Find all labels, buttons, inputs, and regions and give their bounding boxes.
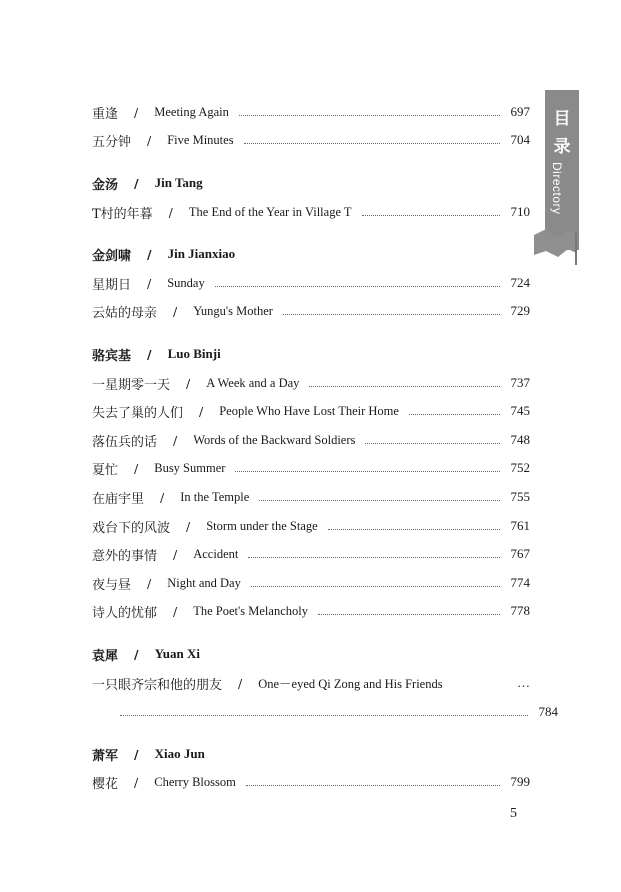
- separator: /: [186, 375, 191, 391]
- page-ref: 761: [510, 518, 530, 533]
- page-ref: 710: [510, 204, 530, 219]
- page-ref: 745: [510, 403, 530, 418]
- page-ref: 697: [510, 104, 530, 119]
- title-cn: 落伍兵的话: [92, 434, 158, 450]
- toc-entry: [92, 429, 530, 451]
- author-heading: [92, 643, 530, 665]
- directory-label: Directory: [550, 162, 564, 215]
- page-number: 5: [510, 806, 517, 821]
- separator: /: [238, 675, 243, 691]
- title-en: Busy Summer: [154, 460, 226, 475]
- title-cn: 五分钟: [92, 134, 132, 150]
- title-en: Words of the Backward Soldiers: [193, 432, 356, 447]
- title-en: Jin Tang: [154, 175, 203, 190]
- toc-entry: [92, 572, 530, 594]
- page-ref: 729: [510, 303, 530, 318]
- dot-leader: [365, 442, 500, 444]
- separator: /: [134, 175, 139, 191]
- toc-entry: [92, 400, 530, 422]
- dot-leader: [251, 585, 500, 587]
- separator: /: [173, 303, 178, 319]
- separator: /: [160, 489, 165, 505]
- dot-leader: [309, 385, 500, 387]
- title-en: A Week and a Day: [206, 375, 300, 390]
- toc-entry: [92, 272, 530, 294]
- title-en: In the Temple: [180, 489, 250, 504]
- toc-entry: [92, 129, 530, 151]
- separator: /: [173, 546, 178, 562]
- page-ref: 752: [510, 460, 530, 475]
- toc-entry: [92, 771, 530, 793]
- title-en: One－eyed Qi Zong and His Friends: [258, 677, 443, 691]
- title-en: Night and Day: [167, 575, 241, 590]
- author-heading: [92, 343, 530, 365]
- title-en: The Poet's Melancholy: [193, 603, 308, 618]
- title-en: Luo Binji: [167, 346, 221, 361]
- flag-icon: [532, 225, 582, 267]
- title-en: Yungu's Mother: [193, 303, 273, 318]
- title-cn: 一星期零一天: [92, 377, 171, 393]
- separator: /: [134, 104, 139, 120]
- author-heading: [92, 243, 530, 265]
- title-cn: 金汤: [92, 177, 119, 193]
- dot-leader: [235, 470, 500, 472]
- title-cn: T村的年暮: [92, 206, 153, 222]
- separator: /: [134, 646, 139, 662]
- title-cn: 重逢: [92, 106, 119, 122]
- title-cn: 在庙宇里: [92, 491, 145, 507]
- page-ref: 755: [510, 489, 530, 504]
- author-heading: [92, 743, 530, 765]
- dot-leader: [239, 114, 500, 116]
- dot-leader: [248, 556, 500, 558]
- page-ref: 737: [510, 375, 530, 390]
- toc-entry: [92, 543, 530, 565]
- toc-entry: [92, 600, 530, 622]
- separator: /: [134, 460, 139, 476]
- title-cn: 星期日: [92, 277, 132, 293]
- title-en: Meeting Again: [154, 104, 229, 119]
- title-cn: 夜与昼: [92, 577, 132, 593]
- page-ref: 799: [510, 774, 530, 789]
- dot-leader: [283, 313, 500, 315]
- toc-entry: [92, 672, 530, 694]
- title-en: Storm under the Stage: [206, 518, 318, 533]
- toc-entry: [92, 372, 530, 394]
- dot-leader: [318, 613, 500, 615]
- title-en: Five Minutes: [167, 132, 234, 147]
- title-cn: 袁犀: [92, 648, 119, 664]
- separator: /: [168, 204, 173, 220]
- title-cn: 一只眼齐宗和他的朋友: [92, 677, 223, 693]
- dot-leader: [259, 499, 500, 501]
- toc-entry: [92, 201, 530, 223]
- separator: /: [147, 346, 152, 362]
- title-cn: 戏台下的风波: [92, 520, 171, 536]
- title-en: The End of the Year in Village T: [188, 204, 352, 219]
- toc-continuation: [92, 701, 558, 723]
- title-cn: 云姑的母亲: [92, 305, 158, 321]
- toc-entry: [92, 515, 530, 537]
- toc-entry: [92, 486, 530, 508]
- trailing-ellipsis: …: [517, 675, 530, 690]
- author-heading: [92, 172, 530, 194]
- page-ref: 724: [510, 275, 530, 290]
- title-cn: 骆宾基: [92, 348, 132, 364]
- title-cn: 意外的事情: [92, 548, 158, 564]
- toc-entry: [92, 101, 530, 123]
- title-cn: 失去了巢的人们: [92, 405, 184, 421]
- title-cn: 夏忙: [92, 462, 119, 478]
- title-en: Accident: [193, 546, 239, 561]
- title-cn: 萧军: [92, 748, 119, 764]
- dot-leader: [362, 214, 500, 216]
- dot-leader: [246, 784, 500, 786]
- dot-leader: [244, 142, 500, 144]
- title-en: Yuan Xi: [154, 646, 200, 661]
- title-en: Cherry Blossom: [154, 774, 236, 789]
- title-cn: 诗人的忧郁: [92, 605, 158, 621]
- directory-char-2: 录: [553, 137, 571, 157]
- separator: /: [147, 246, 152, 262]
- page-ref: 704: [510, 132, 530, 147]
- separator: /: [134, 746, 139, 762]
- toc-entry: [92, 457, 530, 479]
- page-ref: 767: [510, 546, 530, 561]
- dot-leader: [215, 285, 500, 287]
- separator: /: [134, 774, 139, 790]
- page-ref: 748: [510, 432, 530, 447]
- separator: /: [186, 518, 191, 534]
- separator: /: [173, 432, 178, 448]
- title-en: Jin Jianxiao: [167, 246, 236, 261]
- title-en: Xiao Jun: [154, 746, 205, 761]
- separator: /: [147, 132, 152, 148]
- separator: /: [147, 575, 152, 591]
- title-cn: 金剑啸: [92, 248, 132, 264]
- page-ref: 774: [510, 575, 530, 590]
- title-en: People Who Have Lost Their Home: [219, 403, 399, 418]
- title-en: Sunday: [167, 275, 205, 290]
- separator: /: [147, 275, 152, 291]
- dot-leader: [120, 714, 528, 716]
- separator: /: [173, 603, 178, 619]
- page-ref: 784: [538, 704, 558, 719]
- toc-entry: [92, 300, 530, 322]
- separator: /: [199, 403, 204, 419]
- page-ref: 778: [510, 603, 530, 618]
- title-cn: 樱花: [92, 776, 119, 792]
- dot-leader: [328, 528, 500, 530]
- dot-leader: [409, 413, 500, 415]
- directory-char-1: 目: [553, 109, 571, 129]
